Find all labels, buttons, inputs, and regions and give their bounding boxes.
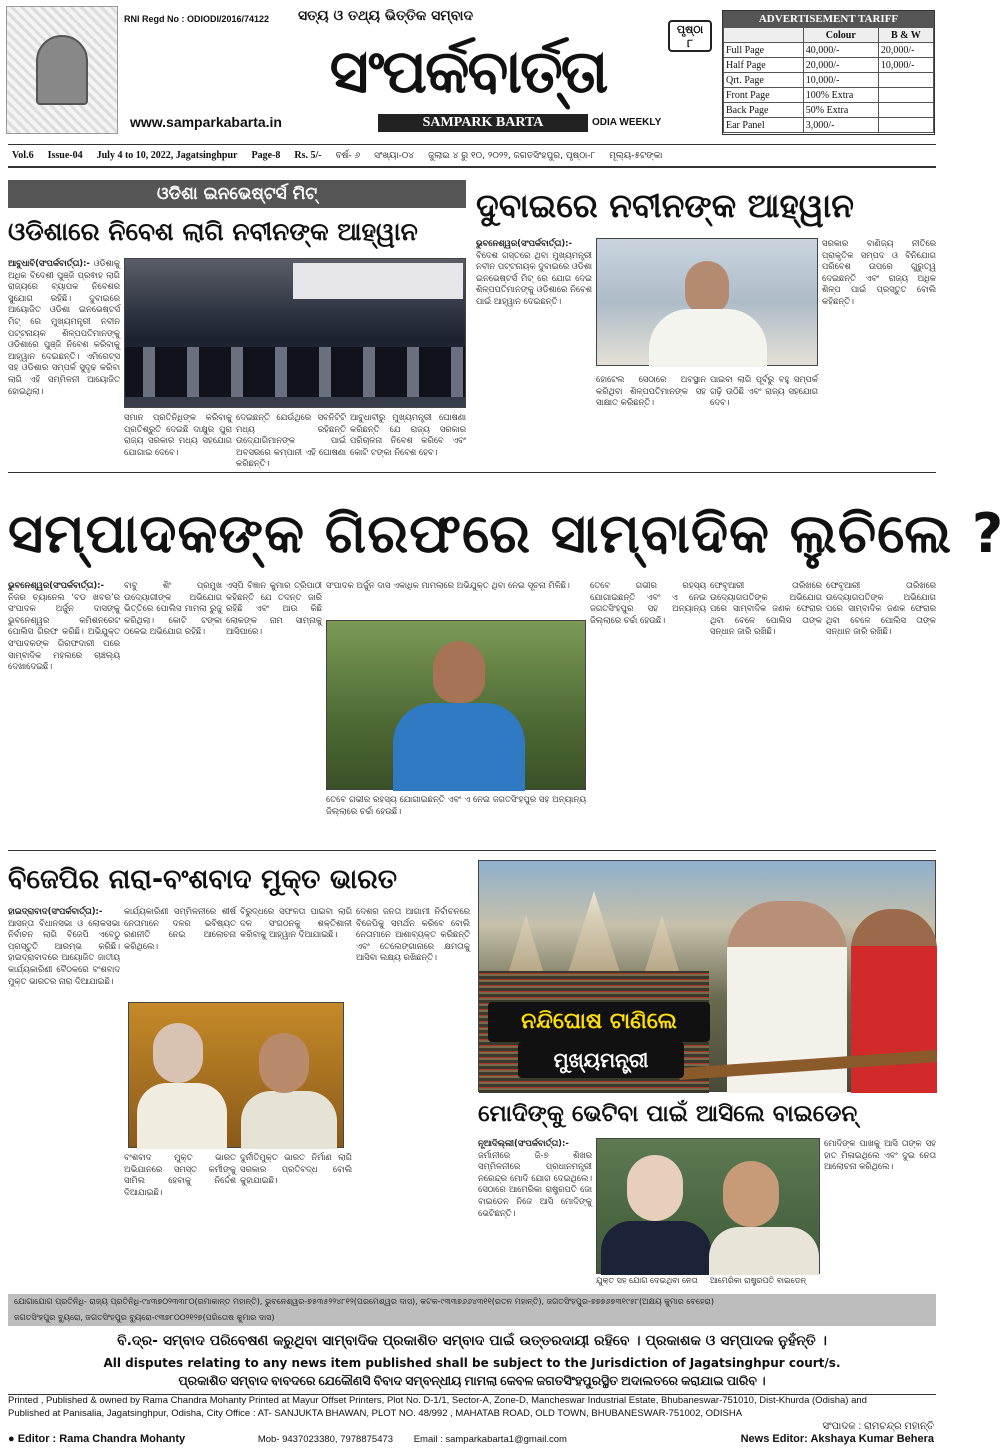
biden-modi-photo (596, 1138, 820, 1274)
imprint-line (8, 1394, 936, 1446)
tariff-row: Full Page 40,000/- 20,000/- (724, 43, 934, 58)
page-label: ପୃଷ୍ଠା (676, 23, 704, 36)
mobile-numbers: Mob- 9437023380, 7978875473 (257, 1434, 394, 1445)
disclaimer-english: All disputes relating to any news item published shall be subject to the Jurisdiction of Jagatsinghpur court/s. (103, 1356, 841, 1370)
advertisement-tariff (722, 10, 935, 135)
issue-date: July 4 to 10, 2022, Jagatsinghpur (96, 150, 238, 161)
story3-column: ବାବୁ ଶିଂ ପ୍ରମୁଖ ଉଦ୍ୟୋଗୀଙ୍କ ଅଭିଯୋଗ ଭିତ୍ତିରେ ପୋଲିସ ମାମଲା ରୁଜୁ କରିଥିଲା। କୋଟି ଟଙ୍କା ଠକେଇ ଅଭିଯୋଗ ରହିଛି। (124, 580, 222, 637)
story2-byline: ଭୁବନେଶ୍ୱର(ସଂପର୍କବାର୍ତ୍ତା):- (476, 238, 572, 248)
story4-column: ବଂଶବାଦ ମୁକ୍ତ ଭାରତ ଅଭିଯାନରେ ସମସ୍ତ କର୍ମୀଙ୍କୁ ସାମିଲ ହେବାକୁ ନିର୍ଦ୍ଦେଶ ଦିଆଯାଇଛି। (124, 1152, 236, 1197)
story5-column (478, 1138, 592, 1286)
story4-column (8, 906, 120, 1286)
deity-image (36, 35, 88, 105)
story2-body: ବିଦେଶ ଗସ୍ତରେ ଥିବା ମୁଖ୍ୟମନ୍ତ୍ରୀ ନବୀନ ପଟ୍ଟନାୟକ ଦୁବାଇରେ ଓଡିଶା ଇନଭେଷ୍ଟର୍ସ ମିଟ୍ ରେ ଯୋଗ ଦେଇ ଶିଳ୍ପପତିମାନଙ୍କୁ ଓଡିଶାରେ ନିବେଶ ପାଇଁ ଆହ୍ୱାନ ଦେଇଛନ୍ତି। (476, 249, 592, 306)
story3-column: ଏସ୍‌ପି ବିଜ୍ଞାନ କୁମାର ତ୍ରିପାଠୀ କହିଛନ୍ତି ଯେ ତଦନ୍ତ ଜାରି ରହିଛି ଏବଂ ଆଉ କିଛି ଲୋକଙ୍କ ନାମ ସାମ୍ନାକୁ ଆସିପାରେ। (226, 580, 322, 637)
story5-column: ମୋଦିଙ୍କ ପାଖକୁ ଆସି ତାଙ୍କ ସହ ହାତ ମିଳାଇଥିଲେ ଏବଂ ଦୁଇ ନେତା ଆଲୋଚନା କରିଥିଲେ। (824, 1138, 936, 1172)
biden-photo-caption: ଆମେରିକା ରାଷ୍ଟ୍ରପତି ବାଇଡେନ୍ (710, 1276, 807, 1285)
tariff-row: Front Page 100% Extra (724, 88, 934, 103)
story4-column: ବିରୁଦ୍ଧରେ ସଫଳତା ପାଇବା ଲାଗି ଦଳ ସଂଗଠନକୁ ଶକ୍ତିଶାଳୀ କରିବାକୁ ଆହ୍ୱାନ ଦିଆଯାଇଛି। (240, 906, 352, 940)
page-info: Page-8 (251, 150, 281, 161)
naveen-patnaik-photo (596, 238, 818, 366)
rni-number: RNI Regd No : ODIODI/2016/74122 (124, 14, 270, 24)
story3-column: ଫେବୃଆରୀ ତାରିଖରେ ଉଦ୍ୟୋଗପତିଙ୍କ ଅଭିଯୋଗ ପରେ ସାମ୍ବାଦିକ ଜଣକ ଫେରାର ଥିବା ବେଳେ ପୋଲିସ ତାଙ୍କ ସନ୍ଧାନ ଜାରି ରଖିଛି। (710, 580, 822, 637)
story5-byline: ନୂଆଦିଲ୍ଲୀ(ସଂପର୍କବାର୍ତ୍ତା):- (478, 1138, 569, 1148)
modi-shah-photo (128, 1002, 344, 1148)
story1-column (8, 258, 120, 460)
yatra-caption-line1: ନନ୍ଦିଘୋଷ ଟାଣିଲେ (488, 1002, 710, 1042)
imprint-line2: Published at Panisalia, Jagatsinghpur, Odisha, City Office : AT- SANJUKTA BHAWAN, PLOT NO. 48/992 , MAHATAB ROAD, OLD TOWN, BHUBANESWAR-751002, ODISHA (8, 1407, 743, 1419)
story3-column: ସଂପାଦକ ଅର୍ଜୁନ ଦାସ ଏକାଧିକ ମାମଲାରେ ଅଭିଯୁକ୍ତ ଥିବା ନେଇ ସୂଚନା ମିଳିଛି। (326, 580, 570, 590)
story2-column: ସରକାର ବାଣିଜ୍ୟ ନୀତିରେ ପ୍ରାକୃତିକ ସମ୍ପଦ ଓ ବିନିଯୋଗ ପରିବେଶ ଉପରେ ଗୁରୁତ୍ୱ ଦେଇଛନ୍ତି ଏବଂ ରାଜ୍ୟ ଅଧିକ ଶିଳ୍ପ ପାଇଁ ପ୍ରସ୍ତୁତ ବୋଲି କହିଛନ୍ତି। (822, 238, 936, 306)
story1-column: ସମାନ ପ୍ରତିନିଧିଙ୍କ କରିବାକୁ ପ୍ରତିଶ୍ରୁତି ଦେଇଛି ଦାକ୍ଷୁର ପୁରା ରାଜ୍ୟ ସରକାର ମଧ୍ୟ ସହଯୋଗ ଯୋଗାଇ ଦେବେ। (124, 412, 232, 457)
tariff-bw-header: B & W (878, 28, 933, 43)
story5-headline[interactable]: ମୋଦିଙ୍କୁ ଭେଟିବା ପାଇଁ ଆସିଲେ ବାଇଡେନ୍ (478, 1101, 858, 1127)
story5-body: ଜର୍ମାନୀରେ ଜି-୭ ଶିଖର ସମ୍ମିଳନୀରେ ପ୍ରଧାନମନ୍ତ୍ରୀ ନରେନ୍ଦ୍ର ମୋଦି ଯୋଗ ଦେଇଥିଲେ। ସେଠାରେ ଆମେରିକା ରାଷ୍ଟ୍ରପତି ଜୋ ବାଇଡେନ ନିଜେ ଆସି ମୋଦିଙ୍କୁ ଭେଟିଛନ୍ତି। (478, 1149, 592, 1218)
newspaper-title: ସଂପର୍କବାର୍ତ୍ତା (329, 37, 607, 107)
issue-info-bar (8, 144, 936, 168)
story3-column: ତେବେ ଗଭୀର ରହସ୍ୟ ଯୋଗାଇଛନ୍ତି ଏବଂ ଏ ନେଇ ଜଗତସିଂହପୁର ସହ ଅନ୍ୟାନ୍ୟ ଜିଲ୍ଲାରେ ଚର୍ଚ୍ଚା ହେଉଛି। (590, 580, 706, 625)
story3-column: ତେବେ ଗଭୀର ରହସ୍ୟ ଯୋଗାଇଛନ୍ତି ଏବଂ ଏ ନେଇ ଜଗତସିଂହପୁର ସହ ଅନ୍ୟାନ୍ୟ ଜିଲ୍ଲାରେ ଚର୍ଚ୍ଚା ହେଉଛି। (326, 794, 586, 816)
story1-headline[interactable]: ଓଡିଶାରେ ନିବେଶ ଲାଗି ନବୀନଙ୍କ ଆହ୍ୱାନ (8, 217, 418, 246)
editor-odia: ସଂପାଦକ : ରାମଚନ୍ଦ୍ର ମହାନ୍ତି (822, 1421, 934, 1432)
section-divider (8, 850, 936, 851)
masthead-tagline: ସତ୍ୟ ଓ ତଥ୍ୟ ଭିତ୍ତିକ ସମ୍ବାଦ (298, 8, 474, 24)
masthead-emblem (6, 6, 118, 134)
tariff-table (723, 27, 934, 133)
imprint-line1: Printed , Published & owned by Rama Chandra Mohanty Printed at Mayur Offset Printers, Plot No. D-1/1, Sector-A, Zone-D, Mancheswar Industrial Estate, Bhubaneswar-751010, Dist-Khurda (Odisha) and (8, 1395, 867, 1406)
story1-kicker: ଓଡିଶା ଇନଭେଷ୍ଟର୍ସ ମିଟ୍ (8, 180, 466, 208)
tariff-header: ADVERTISEMENT TARIFF (723, 11, 934, 27)
investors-meet-photo (124, 258, 466, 408)
story1-byline: ଆବୁଧାବି(ସଂପର୍କବାର୍ତ୍ତା):- (8, 258, 90, 268)
price: Rs. 5/- (294, 150, 322, 161)
tariff-row: Ear Panel 3,000/- (724, 118, 934, 133)
year-odia: ବର୍ଷ- ୬ (335, 150, 361, 161)
page-number-box (668, 20, 712, 52)
date-odia: ଜୁଲାଇ ୪ ରୁ ୧୦, ୨୦୨୨, ଜଗତସିଂହପୁର, ପୃଷ୍ଠା-୮ (428, 150, 596, 161)
issue-odia: ସଂଖ୍ୟା-୦୪ (374, 150, 415, 161)
volume: Vol.6 (12, 150, 34, 161)
tariff-colour-header: Colour (803, 28, 878, 43)
disclaimer-odia: ବି.ଦ୍ର- ସମ୍ବାଦ ପରିବେଷଣ କରୁଥିବା ସାମ୍ବାଦିକ ପ୍ରକାଶିତ ସମ୍ବାଦ ପାଇଁ ଉତ୍ତରଦାୟୀ ରହିବେ । ପ୍ରକାଶକ ଓ ସମ୍ପାଦକ ନୁହଁନ୍ତି । (117, 1333, 827, 1349)
story4-column: ଦେଶର ଜନତା ଆଗାମୀ ନିର୍ବାଚନରେ ବିଜେପିକୁ ସମର୍ଥନ କରିବେ ବୋଲି ନେତାମାନେ ଆଶାବ୍ୟକ୍ତ କରିଛନ୍ତି ଏବଂ ତେଲେଙ୍ଗାନାରେ କ୍ଷମତାକୁ ଆସିବା ଲକ୍ଷ୍ୟ ରଖିଛନ୍ତି। (356, 906, 470, 963)
contacts-strip (8, 1294, 936, 1326)
story3-column (8, 580, 120, 842)
story3-byline: ଭୁବନେଶ୍ୱର(ସଂପର୍କବାର୍ତ୍ତା):- (8, 580, 104, 590)
section-divider (8, 472, 936, 473)
story4-byline: ହାଇଦ୍ରାବାଦ(ସଂପର୍କବାର୍ତ୍ତା):- (8, 906, 103, 916)
biden-photo-caption: ଯୁକ୍ତ ସହ ଯୋଗ ଦେଇଥିବା ନେତା (596, 1276, 698, 1285)
story3-headline[interactable]: ସମ୍ପାଦକଙ୍କ ଗିରଫରେ ସାମ୍ବାଦିକ ଲୁଚିଲେ ? (8, 502, 1004, 565)
email-link[interactable]: Email : samparkabarta1@gmail.com (413, 1434, 567, 1445)
issue: Issue-04 (47, 150, 83, 161)
story4-headline[interactable]: ବିଜେପିର ନାରା-ବଂଶବାଦ ମୁକ୍ତ ଭାରତ (8, 864, 397, 895)
story4-column: କାର୍ଯ୍ୟକାରିଣୀ ସମ୍ମିଳନୀରେ ଶୀର୍ଷ ନେତାମାନେ ଦଳର ଭବିଷ୍ୟତ ରଣନୀତି ନେଇ ଆଲୋଚନା କରିଥିଲେ। (124, 906, 236, 951)
story4-body: ଆସନ୍ତା ବିଧାନସଭା ଓ ଲୋକସଭା ନିର୍ବାଚନ ଲାଗି ବିଜେପି ଏବେଠୁ ପ୍ରସ୍ତୁତି ଆରମ୍ଭ କରିଛି। ହାଇଦ୍ରାବାଦରେ ଆୟୋଜିତ ଜାତୀୟ କାର୍ଯ୍ୟକାରିଣୀ ବୈଠକରେ ବଂଶବାଦ ମୁକ୍ତ ଭାରତର ନାରା ଦିଆଯାଇଛି। (8, 917, 120, 986)
price-odia: ମୂଲ୍ୟ-୫ଟଙ୍କା (609, 150, 663, 161)
story1-column: ଆବୁଧାବୀରୁ ମୁଖ୍ୟମନ୍ତ୍ରୀ ଘୋଷଣା କରିଛନ୍ତି ଯେ ରାଜ୍ୟ ସରକାର ପରିଚାଳନା ନିବେଶ କରିବେ ଏବଂ କୋଟି ଟଙ୍କା ନିବେଶ ହେବ। (350, 412, 466, 457)
page-number: ୮ (687, 37, 693, 50)
tariff-row: Half Page 20,000/- 10,000/- (724, 58, 934, 73)
editor-name: ● Editor : Rama Chandra Mohanty (8, 1433, 186, 1445)
disclaimer-jurisdiction: ପ୍ରକାଶିତ ସମ୍ବାଦ ବାବଦରେ ଯେକୌଣସି ବିବାଦ ସମ୍ବନ୍ଧୀୟ ମାମଲା କେବଳ ଜଗତସିଂହପୁରସ୍ଥିତ ଅଦାଲତରେ କରାଯାଇ ପାରିବ । (178, 1374, 766, 1388)
story2-column: ପାଇବା ଲାଗି ପୂର୍ବରୁ ବହୁ ସମ୍ପର୍କ ଗଢ଼ି ଉଠିଛି ଏବଂ ରାଜ୍ୟ ସହଯୋଗ ଦେବ। (710, 374, 818, 408)
story3-column: ଫେବୃଆରୀ ତାରିଖରେ ଉଦ୍ୟୋଗପତିଙ୍କ ଅଭିଯୋଗ ପରେ ସାମ୍ବାଦିକ ଜଣକ ଫେରାର ଥିବା ବେଳେ ପୋଲିସ ତାଙ୍କ ସନ୍ଧାନ ଜାରି ରଖିଛି। (826, 580, 936, 637)
odia-weekly-label: ODIA WEEKLY (592, 117, 662, 128)
tariff-row: Qrt. Page 10,000/- (724, 73, 934, 88)
yatra-caption-line2: ମୁଖ୍ୟମନ୍ତ୍ରୀ (518, 1042, 684, 1078)
story1-body: ଓଡିଶାକୁ ଅଧିକ ବିଦେଶୀ ପୁଞ୍ଜି ପ୍ରଵାହ ଲାଗି ରାଜ୍ୟରେ ବ୍ୟାପକ ନିବେଶର ସୁଯୋଗ ରହିଛି। ଦୁବାଇରେ ଆୟୋଜିତ ଓଡିଶା ଇନଭେଷ୍ଟର୍ସ ମିଟ୍ ରେ ମୁଖ୍ୟମନ୍ତ୍ରୀ ନବୀନ ପଟ୍ଟନାୟକ ଶିଳ୍ପପତିମାନଙ୍କୁ ଓଡିଶାରେ ପୁଞ୍ଜି ନିବେଶ କରିବାକୁ ଆହ୍ୱାନ ଦେଇଛନ୍ତି। ଏମିରେଟ୍ସ ସହ ଓଡିଶାର ସମ୍ପର୍କ ସୁଦୃଢ କରିବା ଲାଗି ଏହି ସମ୍ମିଳନୀ ଆୟୋଜିତ ହୋଇଥିଲା। (8, 258, 120, 396)
tariff-row: Back Page 50% Extra (724, 103, 934, 118)
website-link[interactable]: www.samparkabarta.in (130, 114, 282, 130)
story1-column: ଦେଇଛନ୍ତି ଯେଉଁଥିରେ ସବନିଟିଟି ମଧ୍ୟ ରହିଛନ୍ତି ଉଦ୍ଯୋଗିମାନଙ୍କ ପାଇଁ ଅବସରରେ କମ୍ପାନୀ ଏହି ଘୋଷଣା କରିଛନ୍ତି। (236, 412, 346, 469)
story2-column: ହୋଟେଲ ସେଠାରେ ଅବସ୍ଥାନ କରିଥିବା ଶିଳ୍ପପତିମାନଙ୍କ ସହ ସାକ୍ଷାତ କରିଛନ୍ତି। (596, 374, 706, 408)
story2-headline[interactable]: ଦୁବାଇରେ ନବୀନଙ୍କ ଆହ୍ୱାନ (476, 186, 854, 225)
news-editor: News Editor: Akshaya Kumar Behera (740, 1433, 934, 1445)
story2-column (476, 238, 592, 370)
story3-body: ନିଜର ଚ୍ୟାନେଲ ‘ବଡ ଖବର’ର ସଂପାଦକ ଅର୍ଜୁନ ଦାସଙ୍କୁ ଭୁବନେଶ୍ୱର କମିଶନରେଟ ପୋଲିସ ଗିରଫ କରିଛି। ଅଭିଯୁକ୍ତ ସଂପାଦକଙ୍କ ଗିରଫଦାରୀ ପରେ ସାମ୍ବାଦିକ ମହଲରେ ଚାଞ୍ଚଲ୍ୟ ଦେଖାଦେଇଛି। (8, 591, 120, 672)
story4-column: ଦୁର୍ନୀତିମୁକ୍ତ ଭାରତ ନିର୍ମାଣ ଲାଗି ସରକାର ପ୍ରତିବଦ୍ଧ ବୋଲି କୁହାଯାଇଛି। (240, 1152, 352, 1186)
contacts-line: ଜଗତସିଂହପୁର ବ୍ୟୁରୋ, ଜଗତସିଂହପୁର ବ୍ୟୁରୋ-୯୩୭୮୦୦୨୧୨୭(ପରିତୋଷ କୁମାର ଦାସ) (14, 1313, 275, 1322)
editor-photo (326, 620, 586, 790)
newspaper-title-english: SAMPARK BARTA (378, 114, 588, 132)
contacts-line: ଯୋଗାଯୋଗ ପ୍ରତିନିଧି- ରାଜ୍ୟ ପ୍ରତିନିଧି-୯୪୩୭୦୨୩୩୮୦(ରମାକାନ୍ତ ମହାନ୍ତି), ଭୁବନେଶ୍ୱର-୭୫୩୫୨୨୪୮୧୨(ପରମେଶ୍ୱର ଦାସ), କଟକ-୯୩୩୭୬୬୪୩୧୧(ରତନ ମହାନ୍ତି), ଜଗତସିଂହପୁର-୭୭୭୬୭୩୧୯୫୮(ଅକ୍ଷୟ କୁମାର ବେହେରା) (14, 1297, 715, 1306)
